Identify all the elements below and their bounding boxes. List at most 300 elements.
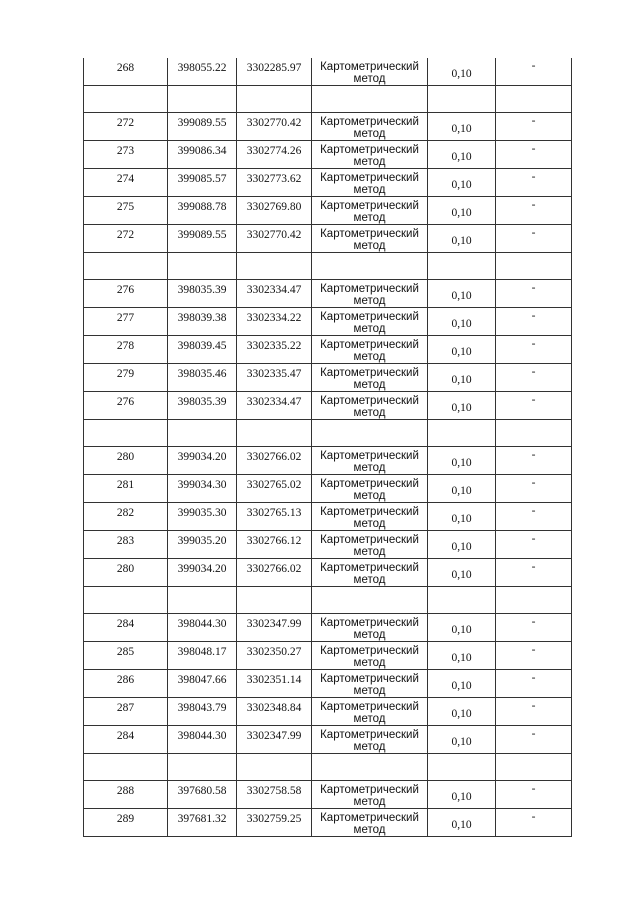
point-number-value: 287 [116, 702, 135, 714]
y-coordinate-value: 3302347.99 [246, 730, 302, 742]
description-value: - [531, 700, 536, 712]
accuracy-cell [428, 781, 496, 809]
point-number-value: 283 [116, 535, 135, 547]
accuracy-value: 0,10 [451, 569, 472, 581]
accuracy-cell [428, 113, 496, 141]
y-coordinate-cell [237, 169, 312, 197]
point-number-cell [84, 698, 168, 726]
method-name-line: Картометрический [320, 562, 419, 574]
description-value: - [531, 449, 536, 461]
method-cell [312, 670, 428, 698]
method-text [312, 280, 427, 307]
method-name-line: Картометрический [320, 283, 419, 295]
y-coordinate-value: 3302773.62 [246, 173, 302, 185]
accuracy-value: 0,10 [451, 346, 472, 358]
x-coordinate-value: 399086.34 [177, 145, 227, 157]
method-word-line: метод [353, 73, 386, 85]
description-value: - [531, 199, 536, 211]
point-number-value: 279 [116, 368, 135, 380]
description-cell [496, 559, 572, 587]
x-coordinate-cell [168, 336, 237, 364]
method-name-line: Картометрический [320, 367, 419, 379]
accuracy-value: 0,10 [451, 374, 472, 386]
method-text [312, 392, 427, 419]
x-coordinate-cell [168, 726, 237, 754]
y-coordinate-value: 3302765.02 [246, 479, 302, 491]
y-coordinate-value: 3302348.84 [246, 702, 302, 714]
y-coordinate-cell [237, 781, 312, 809]
accuracy-value: 0,10 [451, 290, 472, 302]
point-number-cell [84, 308, 168, 336]
y-coordinate-value: 3302766.02 [246, 451, 302, 463]
accuracy-cell [428, 559, 496, 587]
y-coordinate-cell [237, 503, 312, 531]
method-name-line: Картометрический [320, 228, 419, 240]
description-cell [496, 336, 572, 364]
accuracy-value: 0,10 [451, 736, 472, 748]
accuracy-value: 0,10 [451, 513, 472, 525]
point-number-cell [84, 113, 168, 141]
table-row [84, 447, 572, 475]
point-number-value: 284 [116, 730, 135, 742]
empty-cell [237, 86, 312, 113]
method-name-line: Картометрический [320, 478, 419, 490]
method-text [312, 58, 427, 85]
method-text [312, 698, 427, 725]
description-cell [496, 475, 572, 503]
x-coordinate-cell [168, 698, 237, 726]
method-word-line: метод [353, 685, 386, 697]
method-cell [312, 141, 428, 169]
method-text [312, 308, 427, 335]
description-cell [496, 308, 572, 336]
description-value: - [531, 533, 536, 545]
empty-cell [312, 587, 428, 614]
table-row [84, 503, 572, 531]
x-coordinate-cell [168, 809, 237, 837]
table-row [84, 280, 572, 308]
group-separator-row [84, 86, 572, 113]
y-coordinate-value: 3302759.25 [246, 813, 302, 825]
x-coordinate-value: 399085.57 [177, 173, 227, 185]
point-number-cell [84, 225, 168, 253]
table-row [84, 392, 572, 420]
x-coordinate-cell [168, 141, 237, 169]
method-word-line: метод [353, 379, 386, 391]
x-coordinate-cell [168, 614, 237, 642]
empty-cell [168, 420, 237, 447]
table-row [84, 642, 572, 670]
description-value: - [531, 282, 536, 294]
y-coordinate-cell [237, 698, 312, 726]
method-text [312, 141, 427, 168]
x-coordinate-cell [168, 447, 237, 475]
x-coordinate-value: 399034.30 [177, 479, 227, 491]
method-word-line: метод [353, 407, 386, 419]
y-coordinate-value: 3302334.47 [246, 284, 302, 296]
point-number-cell [84, 670, 168, 698]
x-coordinate-cell [168, 169, 237, 197]
description-cell [496, 670, 572, 698]
empty-cell [428, 587, 496, 614]
description-value: - [531, 811, 536, 823]
point-number-value: 273 [116, 145, 135, 157]
description-value: - [531, 338, 536, 350]
point-number-cell [84, 447, 168, 475]
method-name-line: Картометрический [320, 534, 419, 546]
x-coordinate-cell [168, 280, 237, 308]
description-cell [496, 642, 572, 670]
accuracy-value: 0,10 [451, 541, 472, 553]
group-separator-row [84, 754, 572, 781]
method-word-line: метод [353, 462, 386, 474]
accuracy-value: 0,10 [451, 652, 472, 664]
accuracy-value: 0,10 [451, 791, 472, 803]
table-row [84, 364, 572, 392]
point-number-value: 276 [116, 396, 135, 408]
method-cell [312, 225, 428, 253]
method-name-line: Картометрический [320, 784, 419, 796]
method-text [312, 447, 427, 474]
method-name-line: Картометрический [320, 617, 419, 629]
table-row [84, 336, 572, 364]
x-coordinate-value: 398044.30 [177, 618, 227, 630]
point-number-value: 282 [116, 507, 135, 519]
empty-cell [84, 253, 168, 280]
empty-cell [237, 253, 312, 280]
point-number-value: 268 [116, 62, 135, 74]
empty-cell [84, 420, 168, 447]
method-cell [312, 781, 428, 809]
description-value: - [531, 227, 536, 239]
point-number-cell [84, 364, 168, 392]
method-name-line: Картометрический [320, 701, 419, 713]
accuracy-cell [428, 809, 496, 837]
coordinates-table-body [84, 58, 572, 837]
description-cell [496, 503, 572, 531]
empty-cell [84, 587, 168, 614]
accuracy-value: 0,10 [451, 819, 472, 831]
description-cell [496, 726, 572, 754]
accuracy-cell [428, 726, 496, 754]
accuracy-cell [428, 503, 496, 531]
method-text [312, 336, 427, 363]
point-number-cell [84, 197, 168, 225]
method-cell [312, 308, 428, 336]
accuracy-cell [428, 141, 496, 169]
x-coordinate-cell [168, 781, 237, 809]
description-value: - [531, 115, 536, 127]
empty-cell [312, 86, 428, 113]
method-name-line: Картометрический [320, 673, 419, 685]
x-coordinate-cell [168, 58, 237, 86]
method-name-line: Картометрический [320, 339, 419, 351]
accuracy-cell [428, 225, 496, 253]
accuracy-value: 0,10 [451, 68, 472, 80]
method-name-line: Картометрический [320, 61, 419, 73]
method-word-line: метод [353, 212, 386, 224]
y-coordinate-value: 3302774.26 [246, 145, 302, 157]
method-word-line: метод [353, 629, 386, 641]
point-number-value: 288 [116, 785, 135, 797]
y-coordinate-value: 3302351.14 [246, 674, 302, 686]
method-text [312, 503, 427, 530]
point-number-value: 274 [116, 173, 135, 185]
description-value: - [531, 561, 536, 573]
accuracy-cell [428, 336, 496, 364]
table-row [84, 475, 572, 503]
accuracy-cell [428, 364, 496, 392]
point-number-cell [84, 58, 168, 86]
y-coordinate-cell [237, 392, 312, 420]
y-coordinate-cell [237, 58, 312, 86]
method-cell [312, 447, 428, 475]
x-coordinate-cell [168, 642, 237, 670]
empty-cell [428, 754, 496, 781]
description-cell [496, 614, 572, 642]
accuracy-cell [428, 169, 496, 197]
method-name-line: Картометрический [320, 144, 419, 156]
y-coordinate-value: 3302334.22 [246, 312, 302, 324]
method-name-line: Картометрический [320, 645, 419, 657]
method-text [312, 364, 427, 391]
x-coordinate-value: 398044.30 [177, 730, 227, 742]
point-number-cell [84, 614, 168, 642]
table-row [84, 308, 572, 336]
point-number-cell [84, 781, 168, 809]
description-cell [496, 197, 572, 225]
method-name-line: Картометрический [320, 812, 419, 824]
table-row [84, 225, 572, 253]
y-coordinate-cell [237, 308, 312, 336]
table-row [84, 58, 572, 86]
empty-cell [237, 587, 312, 614]
empty-cell [312, 253, 428, 280]
method-word-line: метод [353, 546, 386, 558]
method-cell [312, 336, 428, 364]
method-cell [312, 698, 428, 726]
empty-cell [84, 86, 168, 113]
method-cell [312, 503, 428, 531]
x-coordinate-cell [168, 364, 237, 392]
x-coordinate-value: 399035.20 [177, 535, 227, 547]
method-cell [312, 364, 428, 392]
method-text [312, 113, 427, 140]
accuracy-cell [428, 197, 496, 225]
method-cell [312, 531, 428, 559]
y-coordinate-value: 3302766.12 [246, 535, 302, 547]
x-coordinate-cell [168, 225, 237, 253]
x-coordinate-cell [168, 503, 237, 531]
method-word-line: метод [353, 351, 386, 363]
y-coordinate-cell [237, 809, 312, 837]
accuracy-cell [428, 58, 496, 86]
table-row [84, 781, 572, 809]
table-row [84, 698, 572, 726]
method-text [312, 670, 427, 697]
accuracy-cell [428, 308, 496, 336]
description-value: - [531, 310, 536, 322]
point-number-cell [84, 559, 168, 587]
method-text [312, 169, 427, 196]
accuracy-cell [428, 698, 496, 726]
y-coordinate-value: 3302766.02 [246, 563, 302, 575]
empty-cell [168, 253, 237, 280]
x-coordinate-cell [168, 531, 237, 559]
table-row [84, 614, 572, 642]
empty-cell [312, 420, 428, 447]
y-coordinate-cell [237, 113, 312, 141]
empty-cell [428, 253, 496, 280]
accuracy-cell [428, 614, 496, 642]
table-row [84, 169, 572, 197]
description-cell [496, 447, 572, 475]
table-row [84, 531, 572, 559]
description-value: - [531, 60, 536, 72]
x-coordinate-value: 398047.66 [177, 674, 227, 686]
point-number-cell [84, 392, 168, 420]
method-name-line: Картометрический [320, 729, 419, 741]
x-coordinate-value: 398043.79 [177, 702, 227, 714]
x-coordinate-value: 398039.45 [177, 340, 227, 352]
x-coordinate-cell [168, 197, 237, 225]
x-coordinate-value: 398035.39 [177, 284, 227, 296]
point-number-value: 272 [116, 117, 135, 129]
accuracy-cell [428, 642, 496, 670]
method-name-line: Картометрический [320, 172, 419, 184]
method-word-line: метод [353, 240, 386, 252]
y-coordinate-cell [237, 336, 312, 364]
description-cell [496, 113, 572, 141]
table-row [84, 670, 572, 698]
y-coordinate-value: 3302769.80 [246, 201, 302, 213]
point-number-value: 289 [116, 813, 135, 825]
empty-cell [496, 754, 572, 781]
point-number-cell [84, 642, 168, 670]
method-cell [312, 169, 428, 197]
table-row [84, 141, 572, 169]
method-cell [312, 58, 428, 86]
point-number-cell [84, 475, 168, 503]
method-cell [312, 280, 428, 308]
method-name-line: Картометрический [320, 311, 419, 323]
empty-cell [428, 420, 496, 447]
method-word-line: метод [353, 741, 386, 753]
point-number-cell [84, 503, 168, 531]
y-coordinate-cell [237, 642, 312, 670]
y-coordinate-cell [237, 141, 312, 169]
x-coordinate-value: 398055.22 [177, 62, 227, 74]
description-value: - [531, 672, 536, 684]
y-coordinate-cell [237, 280, 312, 308]
accuracy-value: 0,10 [451, 151, 472, 163]
x-coordinate-cell [168, 392, 237, 420]
accuracy-value: 0,10 [451, 402, 472, 414]
accuracy-cell [428, 531, 496, 559]
method-word-line: метод [353, 574, 386, 586]
empty-cell [168, 587, 237, 614]
group-separator-row [84, 420, 572, 447]
point-number-value: 280 [116, 451, 135, 463]
point-number-value: 275 [116, 201, 135, 213]
accuracy-value: 0,10 [451, 680, 472, 692]
x-coordinate-value: 399035.30 [177, 507, 227, 519]
empty-cell [496, 420, 572, 447]
x-coordinate-value: 398035.46 [177, 368, 227, 380]
x-coordinate-value: 398048.17 [177, 646, 227, 658]
method-cell [312, 642, 428, 670]
x-coordinate-cell [168, 559, 237, 587]
y-coordinate-value: 3302334.47 [246, 396, 302, 408]
description-value: - [531, 366, 536, 378]
table-row [84, 197, 572, 225]
description-value: - [531, 477, 536, 489]
accuracy-cell [428, 392, 496, 420]
point-number-value: 281 [116, 479, 135, 491]
method-word-line: метод [353, 713, 386, 725]
accuracy-cell [428, 280, 496, 308]
description-cell [496, 781, 572, 809]
x-coordinate-value: 399034.20 [177, 451, 227, 463]
y-coordinate-value: 3302758.58 [246, 785, 302, 797]
method-cell [312, 809, 428, 837]
coordinates-table [83, 58, 572, 837]
y-coordinate-cell [237, 559, 312, 587]
method-word-line: метод [353, 323, 386, 335]
y-coordinate-value: 3302350.27 [246, 646, 302, 658]
point-number-cell [84, 141, 168, 169]
accuracy-value: 0,10 [451, 624, 472, 636]
method-name-line: Картометрический [320, 200, 419, 212]
x-coordinate-cell [168, 670, 237, 698]
method-cell [312, 614, 428, 642]
table-row [84, 726, 572, 754]
point-number-cell [84, 336, 168, 364]
y-coordinate-cell [237, 614, 312, 642]
y-coordinate-cell [237, 726, 312, 754]
y-coordinate-value: 3302285.97 [246, 62, 302, 74]
point-number-value: 276 [116, 284, 135, 296]
method-text [312, 197, 427, 224]
accuracy-value: 0,10 [451, 318, 472, 330]
description-cell [496, 392, 572, 420]
accuracy-value: 0,10 [451, 485, 472, 497]
accuracy-value: 0,10 [451, 179, 472, 191]
accuracy-value: 0,10 [451, 457, 472, 469]
method-text [312, 531, 427, 558]
method-name-line: Картометрический [320, 116, 419, 128]
method-word-line: метод [353, 518, 386, 530]
x-coordinate-value: 399089.55 [177, 117, 227, 129]
empty-cell [84, 754, 168, 781]
y-coordinate-cell [237, 364, 312, 392]
method-cell [312, 197, 428, 225]
accuracy-value: 0,10 [451, 123, 472, 135]
description-cell [496, 141, 572, 169]
method-text [312, 475, 427, 502]
description-value: - [531, 171, 536, 183]
x-coordinate-value: 398035.39 [177, 396, 227, 408]
description-cell [496, 225, 572, 253]
description-cell [496, 809, 572, 837]
description-value: - [531, 644, 536, 656]
description-value: - [531, 394, 536, 406]
y-coordinate-cell [237, 447, 312, 475]
method-text [312, 642, 427, 669]
method-cell [312, 392, 428, 420]
method-cell [312, 113, 428, 141]
y-coordinate-value: 3302335.47 [246, 368, 302, 380]
